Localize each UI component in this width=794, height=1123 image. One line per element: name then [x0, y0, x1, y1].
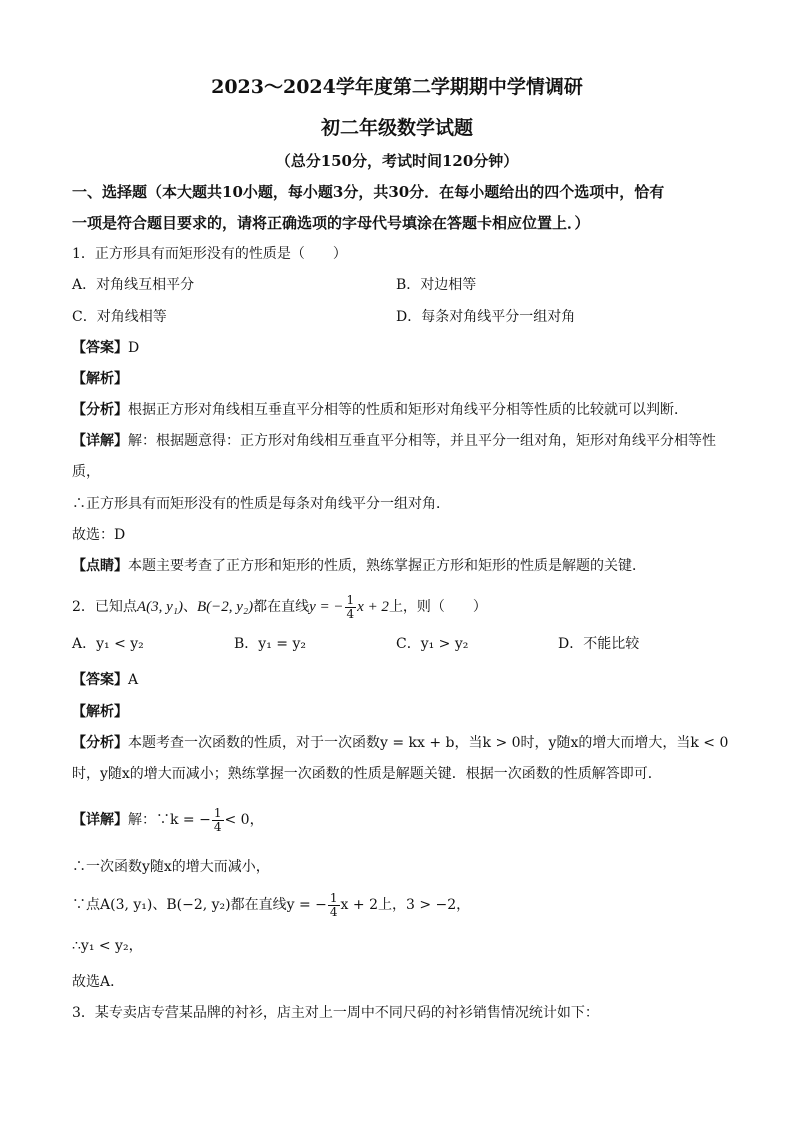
q1-choose: 故选：D [72, 527, 126, 543]
q2-line-b-frac-den: 4 [329, 904, 338, 919]
q2-line-b-pre: ∵点A(3, y₁)、B(−2, y₂)都在直线y = − [72, 897, 327, 913]
exam-title: 2023～2024学年度第二学期期中学情调研 [211, 76, 583, 98]
q2-fenxi-text: 本题考查一次函数的性质，对于一次函数y = kx + b，当k > 0时，y随x的增大而增大，当k < 0 [128, 735, 729, 751]
q2-stem [72, 593, 487, 621]
q2-fenxi [72, 733, 728, 753]
q2-xiangjie-frac-num: 1 [213, 805, 222, 820]
q2-answer-value: A [128, 672, 139, 688]
q2-line-b-post: x + 2上，3 > −2， [340, 897, 471, 913]
q2-line-b-frac-num: 1 [329, 890, 338, 905]
q2-xiangjie-post: < 0， [224, 812, 264, 828]
q2-stem-mid: 都在直线 [253, 599, 310, 615]
q2-fraction [345, 594, 357, 621]
q1-stem: 1．正方形具有而矩形没有的性质是（ ） [72, 246, 347, 262]
q1-dianjing-tag: 【点睛】 [72, 558, 128, 574]
q2-stem-post: 上，则（ ） [388, 599, 487, 615]
q2-option-c: C．y₁ > y₂ [396, 636, 469, 652]
q2-line-c: ∴y₁ < y₂， [72, 938, 143, 954]
q3-stem: 3．某专卖店专营某品牌的衬衫，店主对上一周中不同尺码的衬衫销售情况统计如下： [72, 1005, 599, 1021]
q1-option-c: C．对角线相等 [72, 309, 167, 325]
exam-note: （总分150分，考试时间120分钟） [275, 152, 519, 170]
q2-xiangjie-fraction [212, 807, 224, 834]
q2-line-b [72, 891, 470, 919]
q2-frac-num: 1 [346, 592, 355, 607]
q1-option-d: D．每条对角线平分一组对角 [396, 309, 576, 325]
q2-xiangjie-frac-den: 4 [213, 819, 222, 834]
section1-line1: 一、选择题（本大题共10小题，每小题3分，共30分．在每小题给出的四个选项中，恰有 [72, 183, 665, 201]
q2-option-d: D．不能比较 [558, 636, 640, 652]
q1-dianjing-text: 本题主要考查了正方形和矩形的性质，熟练掌握正方形和矩形的性质是解题的关键． [128, 558, 646, 574]
q1-dianjing [72, 556, 646, 576]
q1-option-a: A．对角线互相平分 [72, 277, 195, 293]
q1-answer [72, 338, 139, 358]
q2-choose: 故选A． [72, 974, 125, 990]
q1-xiangjie-tag: 【详解】 [72, 433, 128, 449]
q2-xiangjie-pre: 解：∵k = − [128, 812, 211, 828]
q2-line-a: ∴一次函数y随x的增大而减小， [72, 859, 270, 875]
q2-line-eq-post: x + 2 [357, 599, 389, 615]
q2-jiexi-tag: 【解析】 [72, 704, 128, 720]
q1-jiexi-tag: 【解析】 [72, 371, 128, 387]
q1-xiangjie [72, 431, 716, 451]
q1-therefore: ∴正方形具有而矩形没有的性质是每条对角线平分一组对角． [72, 496, 450, 512]
q1-answer-tag: 【答案】 [72, 340, 128, 356]
q2-fenxi-tag: 【分析】 [72, 735, 128, 751]
q2-line-eq-pre: y = − [309, 599, 344, 615]
q2-fenxi-cont: 时，y随x的增大而减小；熟练掌握一次函数的性质是解题关键．根据一次函数的性质解答即可． [72, 766, 662, 782]
q2-point-b: B(−2, y₂) [196, 599, 254, 615]
q2-sep: 、 [182, 599, 197, 615]
q2-xiangjie [72, 806, 264, 834]
q1-option-b: B．对边相等 [396, 277, 477, 293]
q1-fenxi-text: 根据正方形对角线相互垂直平分相等的性质和矩形对角线平分相等性质的比较就可以判断． [128, 402, 688, 418]
q2-xiangjie-tag: 【详解】 [72, 812, 128, 828]
q2-point-a: A(3, y₁) [136, 599, 183, 615]
q2-option-b: B．y₁ = y₂ [234, 636, 306, 652]
q1-fenxi [72, 400, 688, 420]
q2-frac-den: 4 [346, 606, 355, 621]
q1-answer-value: D [128, 340, 140, 356]
q2-option-a: A．y₁ < y₂ [72, 636, 144, 652]
q2-line-b-fraction [328, 892, 340, 919]
q1-fenxi-tag: 【分析】 [72, 402, 128, 418]
exam-subtitle: 初二年级数学试题 [320, 117, 473, 139]
q2-answer-tag: 【答案】 [72, 672, 128, 688]
section1-line2: 一项是符合题目要求的，请将正确选项的字母代号填涂在答题卡相应位置上．） [72, 214, 590, 232]
q2-stem-pre: 2．已知点 [72, 599, 137, 615]
q1-xiangjie-text: 解：根据题意得：正方形对角线相互垂直平分相等，并且平分一组对角，矩形对角线平分相等性 [128, 433, 716, 449]
q1-xiangjie-cont: 质， [72, 464, 100, 480]
q2-answer [72, 670, 138, 690]
